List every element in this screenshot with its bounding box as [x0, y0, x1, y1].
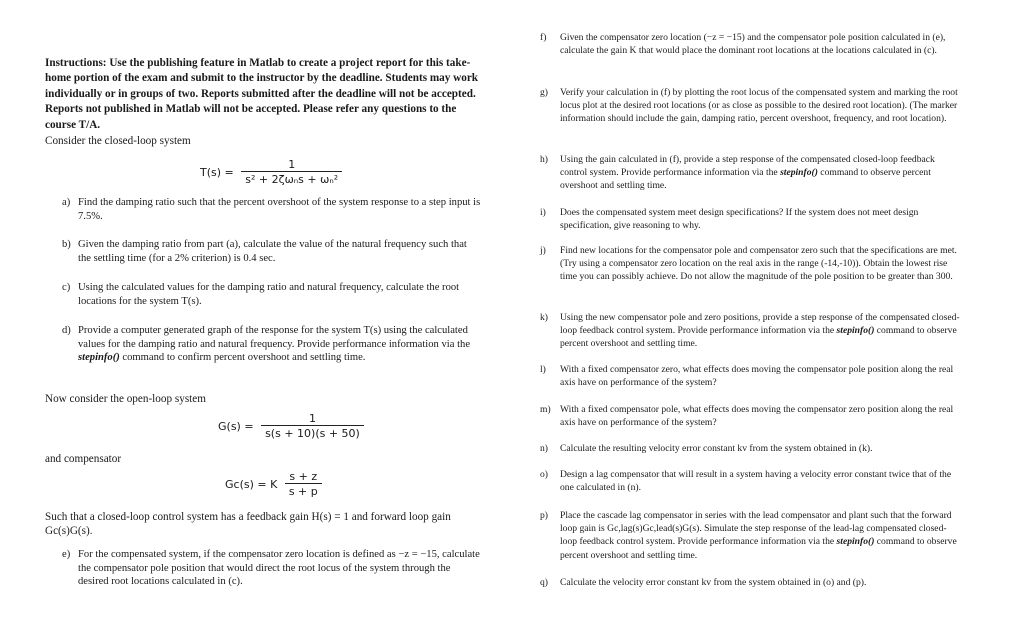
- such-that-paragraph: Such that a closed-loop control system has a feedback gain H(s) = 1 and forward loop gain Gc(s)G(s).: [45, 511, 451, 537]
- question-text: Provide a computer generated graph of the response for the system T(s) using the calculated values for the damping ratio and natural frequency. Provide performance information via the stepinfo() command to confirm percent overshoot and settling time.: [78, 325, 471, 364]
- equation-G-denominator: s(s + 10)(s + 50): [261, 425, 364, 440]
- question-text: Does the compensated system meet design specifications? If the system does not meet design specification, give reasoning to why.: [560, 207, 919, 232]
- equation-T-lhs: T(s) =: [200, 165, 234, 179]
- question-label: c): [62, 282, 71, 293]
- question-label: m): [540, 404, 551, 415]
- question-text: Calculate the velocity error constant kv from the system obtained in (o) and (p).: [560, 577, 867, 588]
- question-label: f): [540, 32, 547, 43]
- question-text: Given the damping ratio from part (a), calculate the value of the natural frequency such that the settling time (for a 2% criterion) is 0.4 sec.: [78, 239, 467, 264]
- question-label: h): [540, 154, 548, 165]
- question-text: Given the compensator zero location (−z = −15) and the compensator pole position calculated in (e), calculate the gain K that would place the dominant root locations at the locations calculated in (c).: [560, 32, 946, 57]
- question-label: d): [62, 325, 71, 336]
- question-text: Find the damping ratio such that the percent overshoot of the system response to a step input is 7.5%.: [78, 197, 481, 222]
- question-label: i): [540, 207, 546, 218]
- question-text: Using the calculated values for the damping ratio and natural frequency, calculate the root locations for the system T(s).: [78, 282, 460, 307]
- question-label: k): [540, 312, 548, 323]
- consider-closed-loop: Consider the closed-loop system: [45, 135, 191, 147]
- equation-T-denominator: s² + 2ζωₙs + ωₙ²: [241, 171, 342, 186]
- question-label: e): [62, 549, 71, 560]
- stepinfo-command: stepinfo(): [836, 325, 875, 337]
- question-label: l): [540, 364, 546, 375]
- question-text: For the compensated system, if the compensator zero location is defined as −z = −15, calculate the compensator pole position that would direct the root locus of the system through the desired root locations calculated in (c).: [78, 549, 480, 588]
- equation-Gc-lhs: Gc(s) = K: [225, 477, 278, 491]
- question-label: o): [540, 469, 548, 480]
- instructions: Instructions: Use the publishing feature in Matlab to create a project report for this take-home portion of the exam and submit to the instructor by the deadline. Students may work individually or in groups of two. Reports submitted after the deadline will not be accepted. Reports not published in Matlab will not be accepted. Please refer any questions to the course T/A.: [45, 57, 479, 131]
- question-text: With a fixed compensator zero, what effects does moving the compensator pole position along the real axis have on performance of the system?: [560, 364, 954, 389]
- equation-T-numerator: 1: [288, 158, 296, 171]
- question-label: a): [62, 197, 71, 208]
- question-label: n): [540, 443, 548, 454]
- equation-Gc-numerator: s + z: [289, 470, 318, 483]
- question-text: Verify your calculation in (f) by plotting the root locus of the compensated system and marking the root locus plot at the desired root locations (or as close as possible to the desired root location). (The marker information should include the gain, damping ratio, percent overshoot, frequency, and root location).: [560, 87, 958, 125]
- question-text: Using the new compensator pole and zero positions, provide a step response of the compensated closed-loop feedback control system. Provide performance information via the stepinfo() command to observe percent overshoot and settling time.: [560, 312, 960, 350]
- question-text: With a fixed compensator pole, what effects does moving the compensator zero position along the real axis have on performance of the system?: [560, 404, 954, 429]
- question-text: Find new locations for the compensator pole and compensator zero such that the specifications are met. (Try using a compensator zero location on the real axis in the range (-14,-10)). Obtain the lowest rise time you can possibly achieve. Do not allow the magnitude of the pole position to be greater than 300.: [560, 245, 957, 283]
- question-label: j): [540, 245, 546, 256]
- question-label: p): [540, 510, 548, 521]
- question-label: b): [62, 239, 71, 250]
- equation-T: [200, 158, 342, 186]
- and-compensator: and compensator: [45, 453, 122, 465]
- stepinfo-command: stepinfo(): [780, 167, 818, 179]
- question-text: Place the cascade lag compensator in series with the lead compensator and plant such that the forward loop gain is Gc,lag(s)Gc,lead(s)G(s). Simulate the step response of the lead-lag compensated closed-loop feedback control system. Provide performance information via the stepinfo() command to observe percent overshoot and settling time.: [560, 510, 957, 561]
- question-label: q): [540, 577, 548, 588]
- question-label: g): [540, 87, 548, 98]
- equation-Gc: [225, 470, 322, 498]
- equation-G-lhs: G(s) =: [218, 419, 254, 433]
- stepinfo-command: stepinfo(): [836, 536, 875, 548]
- stepinfo-command: stepinfo(): [78, 352, 120, 364]
- question-text: Design a lag compensator that will result in a system having a velocity error constant twice that of the one calculated in (n).: [560, 469, 952, 494]
- consider-open-loop: Now consider the open-loop system: [45, 393, 206, 405]
- question-text: Using the gain calculated in (f), provide a step response of the compensated closed-loop feedback control system. Provide performance information via the stepinfo() command to observe percent overshoot and settling time.: [560, 154, 935, 192]
- equation-Gc-denominator: s + p: [285, 483, 322, 498]
- equation-G: [218, 412, 364, 440]
- equation-G-numerator: 1: [308, 412, 316, 425]
- question-text: Calculate the resulting velocity error constant kv from the system obtained in (k).: [560, 443, 873, 454]
